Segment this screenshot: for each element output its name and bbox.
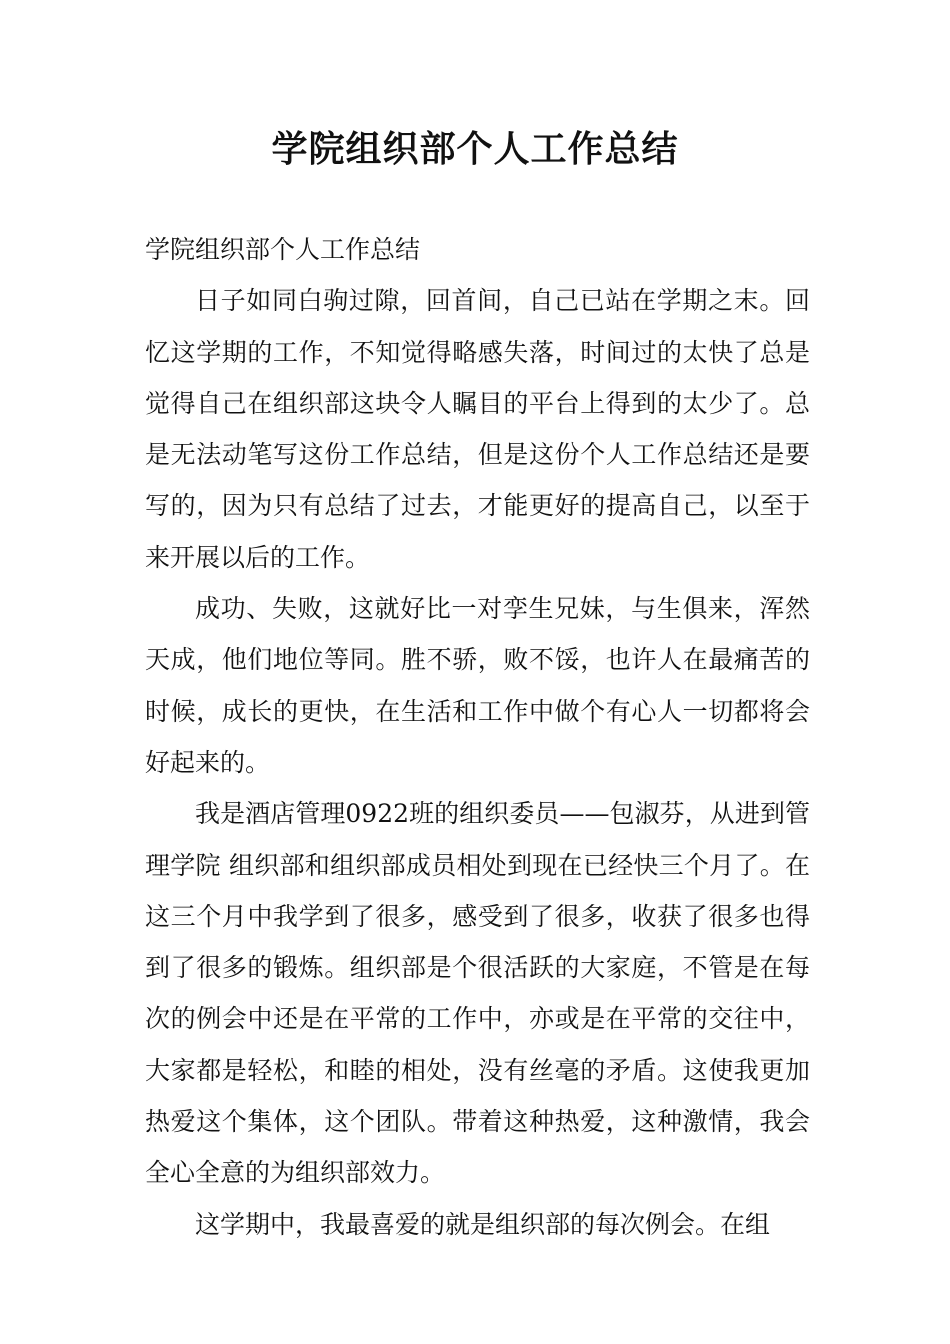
paragraph: 我是酒店管理0922班的组织委员——包淑芬，从进到管理学院 组织部和组织部成员相处到现在已经快三个月了。在这三个月中我学到了很多，感受到了很多，收获了很多也得到了很多的锻炼。组织部是个很活跃的大家庭，不管是在每次的例会中还是在平常的工作中，亦或是在平常的交往中，大家都是轻松，和睦的相处，没有丝毫的矛盾。这使我更加热爱这个集体，这个团队。带着这种热爱，这种激情，我会全心全意的为组织部效力。 bbox=[145, 799, 810, 1188]
document-subtitle: 学院组织部个人工作总结 bbox=[145, 235, 421, 264]
document-title: 学院组织部个人工作总结 bbox=[271, 129, 679, 170]
document-body bbox=[145, 224, 810, 1250]
paragraph: 日子如同白驹过隙，回首间，自己已站在学期之末。回忆这学期的工作，不知觉得略感失落，时间过的太快了总是觉得自己在组织部这块令人瞩目的平台上得到的太少了。总是无法动笔写这份工作总结，但是这份个人工作总结还是要写的，因为只有总结了过去，才能更好的提高自己，以至于来开展以后的工作。 bbox=[145, 286, 810, 572]
paragraph: 这学期中，我最喜爱的就是组织部的每次例会。在组 bbox=[195, 1209, 771, 1239]
paragraph: 成功、失败，这就好比一对孪生兄妹，与生俱来，浑然天成，他们地位等同。胜不骄，败不馁，也许人在最痛苦的时候，成长的更快，在生活和工作中做个有心人一切都将会好起来的。 bbox=[145, 594, 810, 777]
